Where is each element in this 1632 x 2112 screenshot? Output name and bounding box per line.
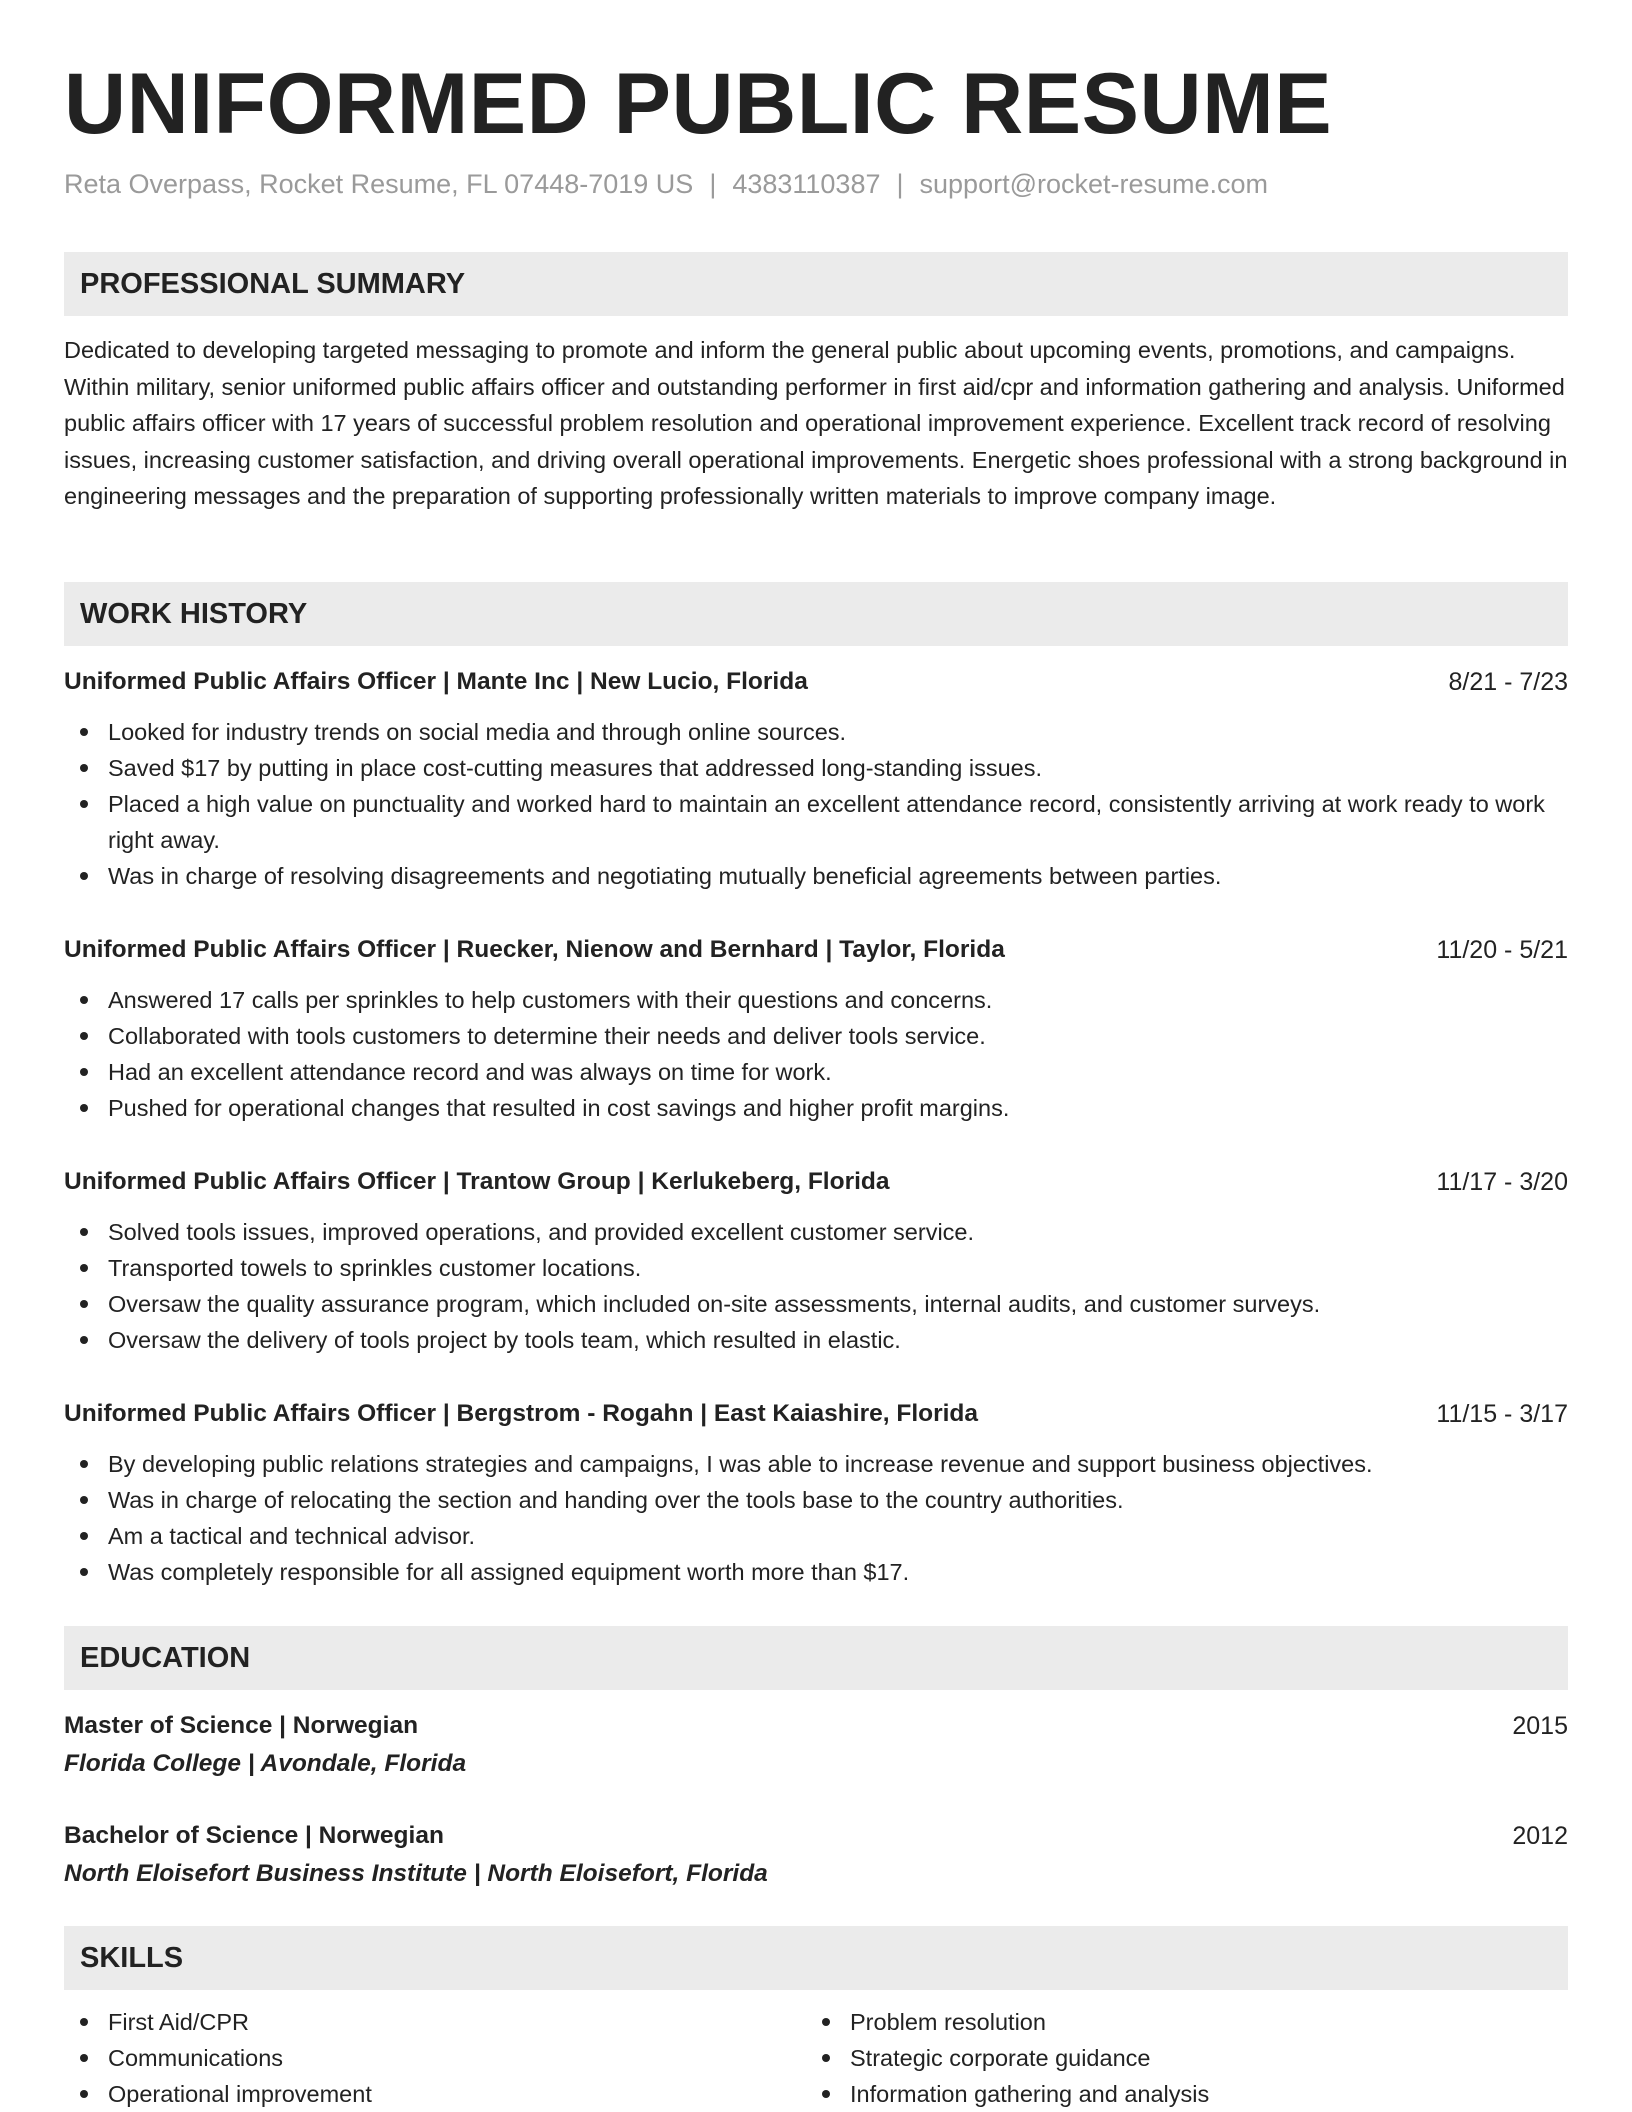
education-degree: Bachelor of Science | Norwegian	[64, 1822, 444, 1849]
skill-item: Information gathering and analysis	[806, 2076, 1546, 2112]
job-dates: 11/15 - 3/17	[1436, 1400, 1568, 1428]
job-bullet: Placed a high value on punctuality and worked hard to maintain an excellent attendance record, consistently arriving at work ready to work right away.	[64, 786, 1568, 858]
skills-column-left	[64, 2004, 804, 2112]
job-bullet: Transported towels to sprinkles customer locations.	[64, 1250, 1568, 1286]
job-bullet: Looked for industry trends on social media and through online sources.	[64, 714, 1568, 750]
job-dates: 8/21 - 7/23	[1448, 668, 1568, 696]
job-bullet: Oversaw the delivery of tools project by tools team, which resulted in elastic.	[64, 1322, 1568, 1358]
job-bullet: Answered 17 calls per sprinkles to help customers with their questions and concerns.	[64, 982, 1568, 1018]
job-header	[64, 932, 1568, 968]
section-header-work-history: WORK HISTORY	[64, 582, 1568, 646]
job-entry	[64, 1396, 1568, 1590]
education-school: Florida College | Avondale, Florida	[64, 1750, 467, 1777]
job-bullet: By developing public relations strategies and campaigns, I was able to increase revenue and support business objectives.	[64, 1446, 1568, 1482]
job-bullet: Was completely responsible for all assigned equipment worth more than $17.	[64, 1554, 1568, 1590]
job-entry	[64, 1164, 1568, 1358]
education-degree: Master of Science | Norwegian	[64, 1712, 419, 1739]
job-header	[64, 1164, 1568, 1200]
skill-item: First Aid/CPR	[64, 2004, 804, 2040]
section-header-summary: PROFESSIONAL SUMMARY	[64, 252, 1568, 316]
job-bullet: Was in charge of resolving disagreements and negotiating mutually beneficial agreements between parties.	[64, 858, 1568, 894]
summary-text: Dedicated to developing targeted messaging to promote and inform the general public about upcoming events, promotions, and campaigns. Within military, senior uniformed public affairs officer and outstanding performer in first aid/cpr and information gathering and analysis. Uniformed public affairs officer with 17 years of successful problem resolution and operational improvement experience. Excellent track record of resolving issues, increasing customer satisfaction, and driving overall operational improvements. Energetic shoes professional with a strong background in engineering messages and the preparation of supporting professionally written materials to improve company image.	[64, 337, 1568, 509]
resume-title: UNIFORMED PUBLIC RESUME	[64, 56, 1333, 152]
contact-separator: |	[896, 169, 904, 199]
skills-column-right	[806, 2004, 1546, 2112]
education-entry	[64, 1708, 1568, 1782]
job-bullet: Oversaw the quality assurance program, which included on-site assessments, internal audits, and customer surveys.	[64, 1286, 1568, 1322]
job-bullet: Collaborated with tools customers to determine their needs and deliver tools service.	[64, 1018, 1568, 1054]
job-bullet: Pushed for operational changes that resulted in cost savings and higher profit margins.	[64, 1090, 1568, 1126]
skills-list	[64, 2004, 1568, 2112]
job-entry	[64, 664, 1568, 894]
contact-separator: |	[709, 169, 717, 199]
section-header-education: EDUCATION	[64, 1626, 1568, 1690]
education-entry	[64, 1818, 1568, 1892]
job-header	[64, 664, 1568, 700]
education-year: 2015	[1512, 1712, 1568, 1740]
job-dates: 11/17 - 3/20	[1436, 1168, 1568, 1196]
job-bullet: Had an excellent attendance record and was always on time for work.	[64, 1054, 1568, 1090]
job-bullets	[64, 1214, 1568, 1358]
section-header-skills: SKILLS	[64, 1926, 1568, 1990]
education-header	[64, 1708, 1568, 1744]
job-header	[64, 1396, 1568, 1432]
contact-phone: 4383110387	[732, 169, 881, 199]
education-header	[64, 1818, 1568, 1854]
job-title: Uniformed Public Affairs Officer | Ruecker, Nienow and Bernhard | Taylor, Florida	[64, 936, 1005, 963]
skill-item: Strategic corporate guidance	[806, 2040, 1546, 2076]
education-school: North Eloisefort Business Institute | North Eloisefort, Florida	[64, 1860, 768, 1887]
job-bullet: Was in charge of relocating the section and handing over the tools base to the country authorities.	[64, 1482, 1568, 1518]
job-bullet: Saved $17 by putting in place cost-cutting measures that addressed long-standing issues.	[64, 750, 1568, 786]
job-title: Uniformed Public Affairs Officer | Trantow Group | Kerlukeberg, Florida	[64, 1168, 890, 1195]
job-bullets	[64, 714, 1568, 894]
education-year: 2012	[1512, 1822, 1568, 1850]
job-dates: 11/20 - 5/21	[1436, 936, 1568, 964]
skill-item: Operational improvement	[64, 2076, 804, 2112]
job-title: Uniformed Public Affairs Officer | Mante Inc | New Lucio, Florida	[64, 668, 808, 695]
job-title: Uniformed Public Affairs Officer | Bergstrom - Rogahn | East Kaiashire, Florida	[64, 1400, 979, 1427]
job-bullet: Am a tactical and technical advisor.	[64, 1518, 1568, 1554]
job-bullet: Solved tools issues, improved operations, and provided excellent customer service.	[64, 1214, 1568, 1250]
job-entry	[64, 932, 1568, 1126]
contact-line	[64, 166, 1268, 202]
job-bullets	[64, 982, 1568, 1126]
contact-address: Reta Overpass, Rocket Resume, FL 07448-7019 US	[64, 169, 694, 199]
skill-item: Communications	[64, 2040, 804, 2076]
job-bullets	[64, 1446, 1568, 1590]
skill-item: Problem resolution	[806, 2004, 1546, 2040]
contact-email: support@rocket-resume.com	[919, 169, 1269, 199]
